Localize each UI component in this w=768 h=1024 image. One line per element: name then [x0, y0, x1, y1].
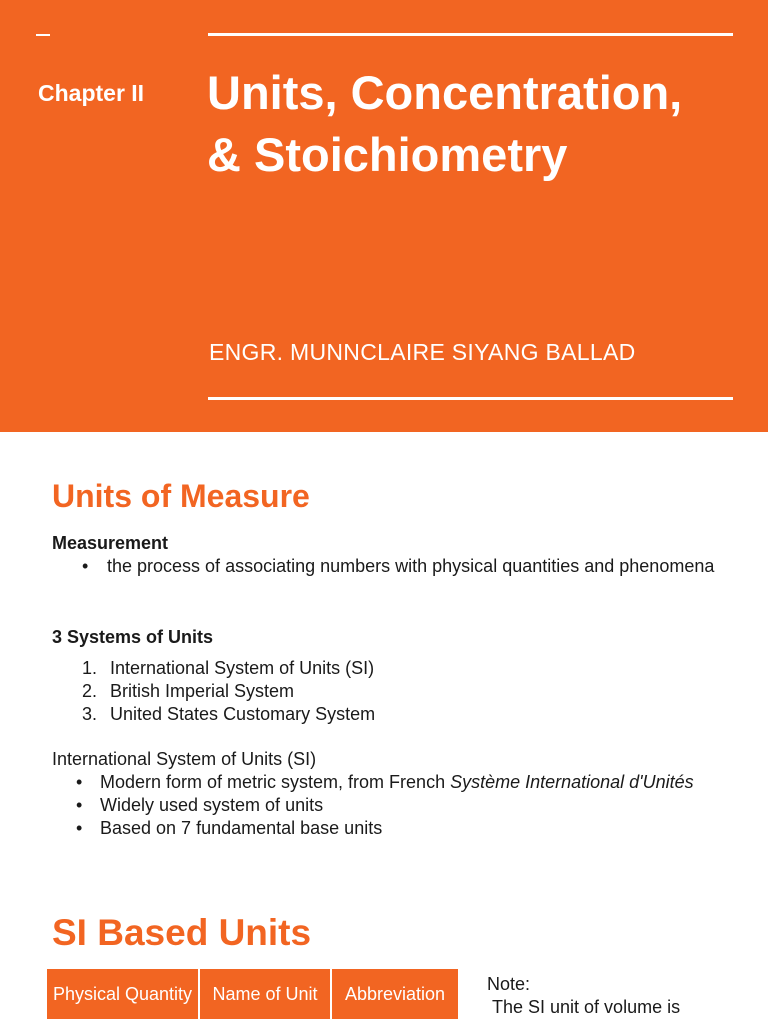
- list-text: United States Customary System: [110, 704, 376, 724]
- measurement-definition: the process of associating numbers with physical quantities and phenomena: [107, 556, 715, 576]
- title-line-1: Units, Concentration,: [207, 66, 683, 119]
- volume-note: [487, 973, 737, 1019]
- cover-banner: [0, 0, 768, 432]
- list-number: 1.: [82, 658, 98, 678]
- measurement-block: [52, 532, 742, 578]
- systems-list: [52, 657, 742, 726]
- decorative-dash: [36, 34, 50, 36]
- si-units-table: [45, 967, 460, 1021]
- table-header-physical-quantity: Physical Quantity: [46, 968, 199, 1020]
- section-heading-si-based-units: SI Based Units: [52, 912, 312, 953]
- list-text: International System of Units (SI): [110, 658, 375, 678]
- si-intro-block: [52, 748, 742, 840]
- list-item: [52, 794, 742, 817]
- table-header-name-of-unit: Name of Unit: [199, 968, 331, 1020]
- measurement-list: [52, 555, 742, 578]
- list-item: [52, 680, 742, 703]
- list-text: Based on 7 fundamental base units: [100, 818, 383, 838]
- author-name: ENGR. MUNNCLAIRE SIYANG BALLAD: [209, 339, 636, 365]
- chapter-title: [207, 62, 757, 186]
- note-text: The SI unit of volume is: [492, 997, 681, 1017]
- section-heading-units-of-measure: Units of Measure: [52, 478, 310, 514]
- si-intro-label: International System of Units (SI): [52, 749, 317, 769]
- list-text: British Imperial System: [110, 681, 295, 701]
- top-divider: [208, 33, 733, 36]
- french-name: Système International d'Unités: [450, 772, 694, 792]
- list-item: [52, 657, 742, 680]
- list-text: Widely used system of units: [100, 795, 324, 815]
- list-item: [52, 555, 742, 578]
- table-header-abbreviation: Abbreviation: [331, 968, 459, 1020]
- title-line-2: & Stoichiometry: [207, 128, 568, 181]
- si-intro-list: [52, 771, 742, 840]
- list-number: 2.: [82, 681, 98, 701]
- systems-block: [52, 626, 742, 726]
- list-item: [52, 771, 742, 794]
- chapter-label: Chapter II: [38, 80, 145, 106]
- note-label: Note:: [487, 974, 531, 994]
- bottom-divider: [208, 397, 733, 400]
- list-item: [52, 703, 742, 726]
- list-number: 3.: [82, 704, 98, 724]
- table-header-row: [46, 968, 459, 1020]
- systems-label: 3 Systems of Units: [52, 627, 214, 647]
- list-item: [52, 817, 742, 840]
- list-text: Modern form of metric system, from French: [100, 772, 451, 792]
- measurement-label: Measurement: [52, 533, 169, 553]
